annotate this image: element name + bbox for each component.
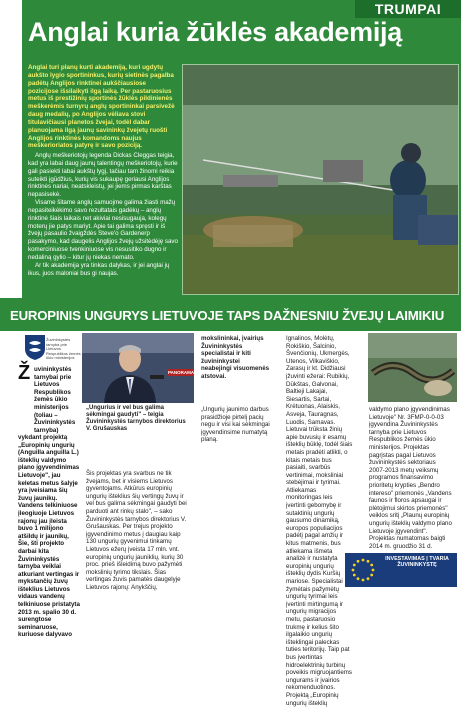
eel-photo-illustration [368,333,457,402]
fishing-photo [182,64,459,295]
column-text: mokslininkai, įvairiųs Žuvininkystės specialistai ir kiti žuvininkystei neabejingi visuomenės atstovai. [201,335,270,380]
agency-logo-text: Žuvininkystės tarnyba prie Lietuvos Respublikos žemės ūkio ministerijos [46,337,81,361]
article-body [28,152,178,278]
drop-cap: Ž [18,362,31,384]
column-text: Ignalinos, Molėtų, Rokiškio, Šalcinio, Švenčionių, Ukmergės, Utenos, Vilkaviškio, Zarasų ir kt. Didžiausi įžuvinti ežerai: Rubikių, Dūkštas, Galvonai, Baltieji Lakajai, Siesartis, Sartai, Krėtuonas, Alaiskis, Asveja, Tauragnas, Luodis, Samavas. Lietuvai trūksta žinių apie buvusių ir esamų išteklių būklę, todėl šiais metais pradėti atlikti, o kitais metais bus pasiaiti, svarbūs vertinimai, moksliniai stebėjimai ir tyrimai. Atliekamas monitoringas leis įvertinti gebomybę ir sutaktinių ungurių gausumo dinamiką, europos populiacijos padėtį pagal amžių ir kitus matmenis, bus atliekama išmeta analizė ir nustatyta europinių ungurių išteklių dydis Kuršių mariose. Specialistai žymėtais pažymėtų ungurių tyrimai leis įvertinti mirtingumą ir ungurių migracijos metu, pastaruosio trukmę ir kelius šito ilgalaikio ungurių išteklingai paleckas tuties teritorijų. Taip pat bus įvertintas hidroelektrinių turbinų poveikis migruojantiems ungurams ir įvairios rekomenduotinos. Projektą „Europinių ungurių išteklių [286,335,353,707]
column-text: „Ungurių jaunimo darbus prasidžioje pirtelį pacių negu ir visi kai sėkmingai įgyvendinsime numatytą planą. [201,406,270,444]
eel-photo [368,333,457,402]
fishing-photo-illustration [183,65,458,294]
eu-flag-icon [348,555,378,585]
body-paragraph: Anglų meškeriotojų legenda Dickas Cleggas teigia, kad yra labai daug jaunų talentingų meškeriotojų, kurie gali pasiekti labai aukštų lygį, tačiau tam žinomi reikia suteikti įgūdžius, kurių vis sukaupę geriausi Anglijos rinktinės nariai, neatskleistų, jei jiems pirmas karštas nepasisekė. [28,152,178,199]
body-paragraph: Visame šitame anglų samuojme galima žiasti mažų nepasiteikėkimo savo rezultatais gadėkų – anglų rinktinė šiais laikais net akiviai nesisugauja, kolegų moterų jie patys mariyt. Apie tai galima spręsti ir iš žvejų pasaulio žvaigždės Steve'o Gardenerp pasakymo, kad daugelis Anglijos žvejų užsitėdėję savo komerciniuose tvenkiniuose vis nesusitiko dugno ir nedaliną gylio – kitur jų niekas nemato. [28,199,178,261]
article-headline: Anglai kuria žūklės akademiją [28,17,402,47]
panorama-sign-label: PANORAMA [168,370,194,375]
column-bold-text: vykdant projektą „Europinių ungurių (Anguilla anguilla L.) išteklių valdymo plano įgyvendinimas Lietuvoje", jau keletas metus šalyje yra įveisiama šių žuvų jaunikų. Vandens telkiniuose įleogiuoje Lietuvos rajonų jau įleista buvo 1 milijono atšildų ir jaunikų, Šie, šti projekto darbai kita Žuvininkystės tarnyba veiklai atkuriant vertingas ir mykstančių žuvų išteklius Lietuvos vidaus vandenų telkiniuose pristatyta 2013 m. spalio 30 d. surengtose seminaruose, kuriuose dalyvavo [18,434,80,639]
director-photo [82,333,194,403]
column-text: valdymo plano įgyvendinimas Lietuvoje" Nr. 3FMP-0-0-03 įgyvendina Žuvininkystės tarnyba prie Lietuvos Respublikos žemės ūkio ministerijos. Projektas pagrįstas pagal Lietuvos žuvininkystės sektoriaus 2007-2013 metų veiksmų programos finansavimo prioritetų krypties „Bendro intereso" priemonės „Vandens faunos ir floros apsaugai ir plėtojimui skirtos priemonės" veiklos sritį „Plaunų europinių ungurių išteklių valdymo plano Lietuvoje įgyvendint". Projektas numatomas baigti 2014 m. gruodžio 31 d. [369,406,452,550]
article-headline: EUROPINIS UNGURYS LIETUVOJE TAPS DAŽNESNIU ŽVEJŲ LAIMIKIU [10,308,445,323]
section-tag: TRUMPAI [355,0,461,18]
eu-funding-label: INVESTAVIMAS Į TVARIA ŽUVININKYSTĘ [385,556,449,569]
fisheries-emblem-icon [23,333,47,361]
article-lead: Anglai turi planų kurti akademiją, kuri ugdytų aukšto lygio sportininkus, kurių sietinės pagalba padėtų Anglijos rinktinei aukščiausiose pozicijose išsilaikyti ilgą laiką. Per pastaruosius metus iš prestižinių sportinės žūklės pildinienės meškerėmis turnyrų anglų sportininkai parsivežė daug medalių, po Anglijos vėliava stovi titulavičiausi planetos žvejai, todėl dabar planuojama ilgą jaunų savininkų žvejetų ruošti Anglijos rinktinės komandoms naujus meškerioriatos patyrę ir savo poziciją. [28,64,175,150]
director-photo-illustration [82,333,194,403]
column-text: Šis projektas yra svarbus ne tik žvejams, bet ir visiems Lietuvos gyventojams. Atkūrus europinių ungurių išteklius šių vertingų žuvų ir vel bus galima sėkmingai gaudyti bei parduoti ant rinkų stalo", – sako Žuvininkystės tarnybos direktorius V. Grušauskas. Per trejus projekto įgyvendinimo metus į daugiau kaip 130 ungurių gyvenimui tinkamų Lietuvos ežerų įveista 17 mln. vnt. europinių ungurių jauniklių, kurių 30 proc. prieš išleidimą buvo pažymėti mokslinių tyrimo tikslais. Šias vertingas žuvis pamatės daugelyje Lietuvos rajonų: Anykščių, [86,470,187,591]
body-paragraph: Ar tik akademija yra tinkas dalykas, ir jei anglai jų ikus, juos maloniai bus gi naujas. [28,261,170,277]
photo-caption: „Ungurius ir vel bus galima sėkmingai gaudyti" – teigia Žuvininkystės tarnybos direktorius V. Grušauskas [86,405,186,432]
column-intro: uvininkystės tarnybai prie Lietuvos Respublikos žemės ūkio ministerijos (toliau – Žuvininkystės tarnyba) [34,366,76,434]
